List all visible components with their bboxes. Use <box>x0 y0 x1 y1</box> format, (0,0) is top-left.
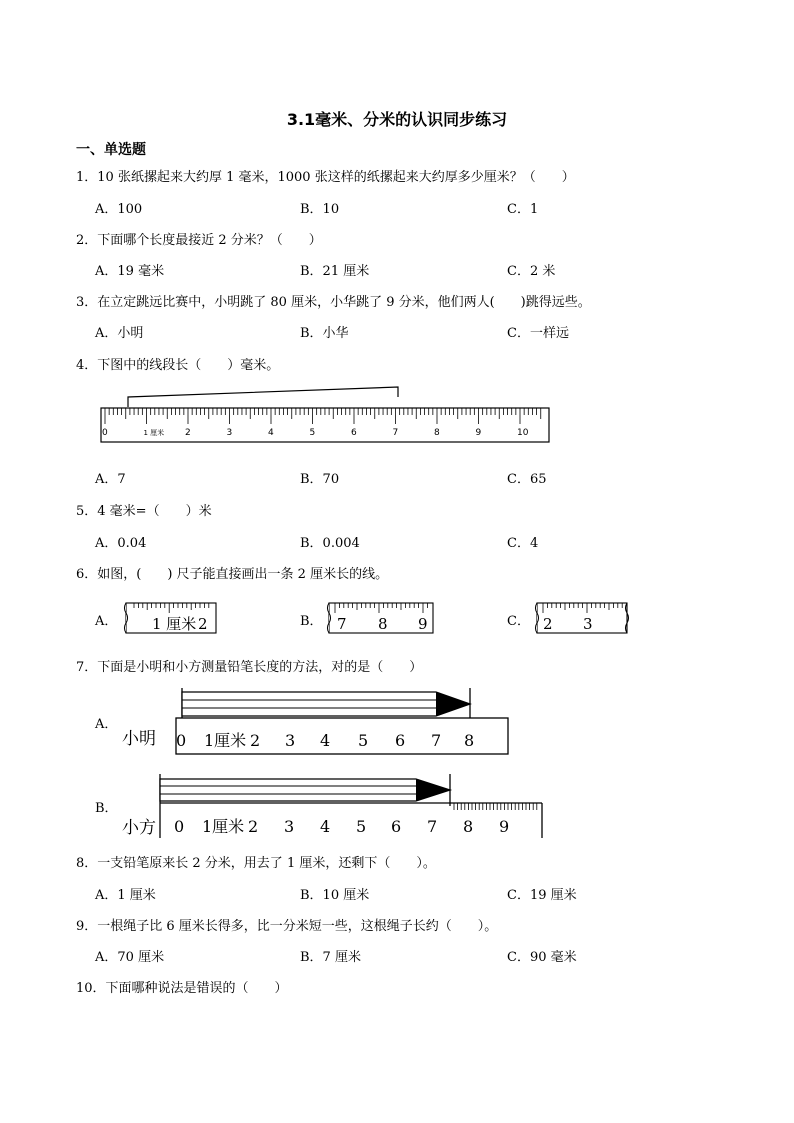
q7b-ruler-label: 8 <box>463 817 474 836</box>
question-4-option-b[interactable]: B．70 <box>300 472 340 487</box>
q7a-ruler-label: 5 <box>358 731 369 750</box>
question-6-stem: 6．如图，( ) 尺子能直接画出一条 2 厘米长的线。 <box>76 567 389 582</box>
question-4-option-a[interactable]: A．7 <box>95 472 126 487</box>
question-3-stem: 3．在立定跳远比赛中，小明跳了 80 厘米，小华跳了 9 分米，他们两人( )跳得远些。 <box>76 295 591 310</box>
q7b-ruler-label: 0 <box>174 817 185 836</box>
q4-ruler-figure <box>100 383 552 445</box>
q6-ruler-c <box>533 600 631 636</box>
question-7-option-a[interactable]: A． <box>95 717 118 732</box>
q6-ruler-b <box>325 600 437 636</box>
q6b-label-8: 8 <box>378 615 388 633</box>
section-heading: 一、单选题 <box>76 142 146 158</box>
pencil-xiaoming <box>182 692 470 716</box>
question-2-option-c[interactable]: C．2 米 <box>507 264 556 279</box>
q6b-label-9: 9 <box>418 615 428 633</box>
q7b-ruler-label: 1厘米 <box>202 817 245 836</box>
pencil-xiaofang <box>160 779 450 801</box>
question-1-option-a[interactable]: A．100 <box>95 202 143 217</box>
question-9-option-b[interactable]: B．7 厘米 <box>300 950 361 965</box>
q7b-ruler-label: 6 <box>391 817 402 836</box>
q6c-label-3: 3 <box>583 615 593 633</box>
question-5-option-c[interactable]: C．4 <box>507 536 539 551</box>
question-6-option-a[interactable]: A． <box>95 614 118 629</box>
question-2-stem: 2．下面哪个长度最接近 2 分米？（ ） <box>76 233 322 248</box>
question-3-option-c[interactable]: C．一样远 <box>507 326 569 341</box>
q6-ruler-a <box>122 600 220 636</box>
q7a-ruler-label: 1厘米 <box>204 731 247 750</box>
q7a-ruler-label: 6 <box>395 731 406 750</box>
q7a-ruler-label: 3 <box>285 731 296 750</box>
q4-ruler-label: 8 <box>434 428 440 438</box>
question-8-option-c[interactable]: C．19 厘米 <box>507 888 577 903</box>
question-5-stem: 5．4 毫米=（ ）米 <box>76 504 212 519</box>
q6a-label-1: 1 厘米 <box>152 615 197 633</box>
q4-ruler-label: 10 <box>517 428 529 438</box>
question-9-option-a[interactable]: A．70 厘米 <box>95 950 165 965</box>
q4-ruler-label: 9 <box>475 428 482 438</box>
q4-segment-line <box>128 387 398 407</box>
xiaofang-name: 小方 <box>122 818 156 838</box>
q7b-ruler-label: 9 <box>499 817 510 836</box>
q4-ruler-label: 5 <box>309 428 316 438</box>
q7b-ruler-label: 4 <box>320 817 331 836</box>
question-5-option-b[interactable]: B．0.004 <box>300 536 360 551</box>
page-title: 3.1毫米、分米的认识同步练习 <box>286 110 508 129</box>
question-6-option-b[interactable]: B． <box>300 614 323 629</box>
question-10-stem: 10．下面哪种说法是错误的（ ） <box>76 981 288 996</box>
question-2-option-b[interactable]: B．21 厘米 <box>300 264 370 279</box>
question-8-stem: 8．一支铅笔原来长 2 分米，用去了 1 厘米，还剩下（ ）。 <box>76 856 436 871</box>
q7b-ruler-label: 7 <box>427 817 438 836</box>
question-2-option-a[interactable]: A．19 毫米 <box>95 264 165 279</box>
question-4-option-c[interactable]: C．65 <box>507 472 547 487</box>
question-9-option-c[interactable]: C．90 毫米 <box>507 950 577 965</box>
q7a-ruler-label: 7 <box>431 731 442 750</box>
q7a-ruler-label: 4 <box>320 731 331 750</box>
q7b-ruler-label: 2 <box>248 817 259 836</box>
q4-ruler-label: 7 <box>392 428 399 438</box>
q4-ruler-label: 0 <box>102 428 108 438</box>
q7-xiaofang-figure <box>118 770 548 842</box>
q7b-ruler-label: 5 <box>356 817 367 836</box>
question-6-option-c[interactable]: C． <box>507 614 530 629</box>
q7a-ruler-label: 0 <box>176 731 187 750</box>
question-4-stem: 4．下图中的线段长（ ）毫米。 <box>76 358 280 373</box>
q6b-label-7: 7 <box>337 615 347 633</box>
q4-ruler-label: 3 <box>226 428 233 438</box>
q4-ruler-label: 6 <box>351 428 357 438</box>
question-7-option-b[interactable]: B． <box>95 801 118 816</box>
question-5-option-a[interactable]: A．0.04 <box>95 536 147 551</box>
q4-ruler-label: 2 <box>185 428 191 438</box>
q6c-label-2: 2 <box>543 615 553 633</box>
q6a-label-2: 2 <box>198 615 208 633</box>
q4-ruler-label: 4 <box>268 428 274 438</box>
q4-ruler-label: 1 厘米 <box>143 429 165 437</box>
q7a-ruler-label: 8 <box>464 731 475 750</box>
question-1-option-c[interactable]: C．1 <box>507 202 539 217</box>
question-3-option-b[interactable]: B．小华 <box>300 326 349 341</box>
q7-xiaoming-figure <box>118 684 518 756</box>
question-3-option-a[interactable]: A．小明 <box>95 326 144 341</box>
question-1-option-b[interactable]: B．10 <box>300 202 340 217</box>
question-1-stem: 1．10 张纸摞起来大约厚 1 毫米，1000 张这样的纸摞起来大约厚多少厘米？（ ） <box>76 170 575 185</box>
xiaoming-name: 小明 <box>122 729 156 749</box>
question-7-stem: 7．下面是小明和小方测量铅笔长度的方法，对的是（ ） <box>76 660 423 675</box>
q7a-ruler-label: 2 <box>250 731 261 750</box>
question-9-stem: 9．一根绳子比 6 厘米长得多，比一分米短一些，这根绳子长约（ ）。 <box>76 919 498 934</box>
q7b-ruler-label: 3 <box>284 817 295 836</box>
question-8-option-b[interactable]: B．10 厘米 <box>300 888 370 903</box>
question-8-option-a[interactable]: A．1 厘米 <box>95 888 156 903</box>
